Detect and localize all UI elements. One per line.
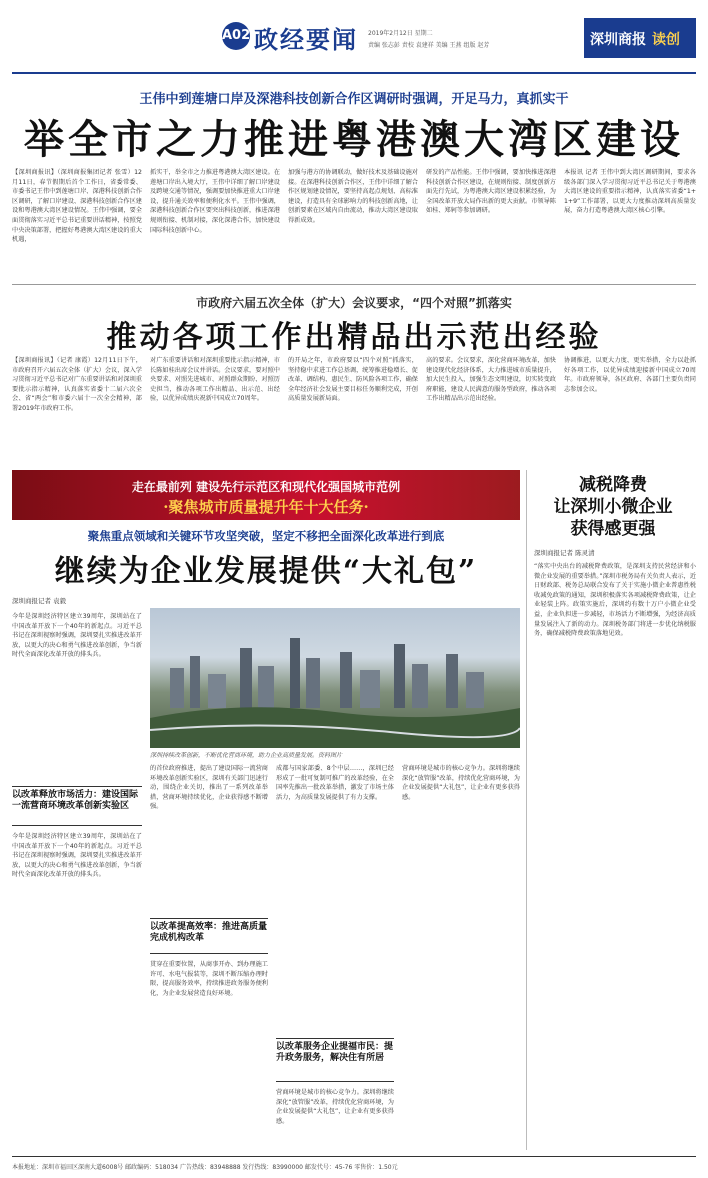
article1-headline: 举全市之力推进粤港澳大湾区建设 (24, 116, 684, 163)
article3-col: 贯穿在重要位置，从商事开办、到办理施工许可、水电气报装等，深圳不断压缩办理时限，提高服务效率，持续推进政务服务便利化，为企业发展营造良好环境。 (150, 961, 268, 997)
article1-body (12, 168, 696, 280)
article2-col: 的开局之年，市政府要以“四个对照”抓落实，坚持稳中求进工作总基调，统筹推进稳增长、促改革、调结构、惠民生、防风险各项工作，确保全年经济社会发展主要目标任务顺利完成，开创高质量发展新局面。 (288, 357, 418, 403)
article3-col: 的首位政府推进，提出了建设国际一流营商环境改革创新实验区，深圳有关部门迅速行动，围绕企业关切，推出了一系列改革举措，营商环境持续优化，企业获得感不断增强。 (150, 765, 268, 811)
article1-col: 抓实干，举全市之力推进粤港澳大湾区建设。在莲塘口岸出入境大厅，王伟中详细了解口岸建设及跨境交通等情况，强调要加快推进重大口岸建设，提升通关效率和便利化水平。王伟中强调，深港科技创新合作区要突出科技创新，推进深港规则衔接、机制对接，深化深港合作，加快建设国际科技创新中心。 (150, 169, 280, 234)
article3-col: 今年是深圳经济特区建立39周年，深圳站在了中国改革开放下一个40年的新起点。习近平总书记在深圳视察时强调，深圳要扎实推进改革开放，以更大的决心和勇气推进改革创新，争当新时代全面深化改革开放的排头兵。 (12, 833, 142, 879)
section-title: 政经要闻 (254, 25, 358, 54)
page-number-badge: A02 (222, 22, 250, 50)
banner-line1: 走在最前列 建设先行示范区和现代化强国城市范例 (131, 480, 401, 494)
footer-rule (12, 1156, 696, 1157)
article1-col: 本报讯 记者 王伟中到大湾区调研期间，要求各级各部门深入学习贯彻习近平总书记关于粤港澳大湾区建设的重要指示精神，认真落实省委“1+1+9”工作部署，以更大力度推动深圳高质量发展，奋力打造粤港澳大湾区核心引擎。 (564, 169, 696, 215)
masthead-divider (12, 72, 696, 74)
article1-kicker: 王伟中到莲塘口岸及深港科技创新合作区调研时强调，开足马力，真抓实干 (139, 92, 569, 107)
editor-line: 责编 张志彭 责校 袁建祥 美编 王燕 组版 赵芳 (368, 42, 490, 49)
article2-col: 高的要求。会议要求，深化营商环境改革，加快建设现代化经济体系，大力推进城市质量提升，加大民生投入，加强生态文明建设，切实转变政府职能，建设人民满意的服务型政府，推动各项工作出精品出示范出经验。 (426, 357, 556, 403)
issue-date: 2019年2月12日 星期二 (368, 30, 433, 37)
article3-col: 营商环境是城市的核心竞争力。深圳将继续深化“放管服”改革，持续优化营商环境，为企业发展提供“大礼包”，让企业有更多获得感。 (402, 765, 520, 801)
article3-byline: 深圳商报记者 袁毅 (12, 597, 67, 605)
sidebar-byline: 深圳商报记者 陈灵清 (534, 549, 595, 557)
article2-headline: 推动各项工作出精品出示范出经验 (106, 320, 602, 355)
article3-col: 营商环境是城市的核心竞争力。深圳将继续深化“放管服”改革，持续优化营商环境，为企业发展提供“大礼包”，让企业有更多获得感。 (276, 1089, 394, 1125)
sidebar-body: “落实中央出台的减税降费政策，是深圳支持民营经济和小微企业发展的重要举措。”深圳市税务局有关负责人表示，近日财政部、税务总局联合发布了关于实施小微企业普惠性税收减免政策的通知，深圳积极落实各项减税降费政策，让企业轻装上阵。政策实施后，深圳约有数十万户小微企业受益，企业负担进一步减轻，市场活力不断增强，为经济高质量发展注入了新的动力。深圳税务部门将进一步优化纳税服务，确保减税降费政策落地见效。 (534, 563, 696, 638)
article3-col: 今年是深圳经济特区建立39周年，深圳站在了中国改革开放下一个40年的新起点。习近平总书记在深圳视察时强调，深圳要扎实推进改革开放，以更大的决心和勇气推进改革创新，争当新时代全面深化改革开放的排头兵。 (12, 613, 142, 659)
article3-headline: 继续为企业发展提供“大礼包” (54, 554, 478, 589)
sidebar-headline-line: 让深圳小微企业 (553, 497, 673, 517)
skyline-graphic (150, 608, 520, 748)
article3-col: 成都与国家部委、8个中层……，深圳已经形成了一批可复制可推广的改革经验，在全国率先推出一批改革举措，激发了市场主体活力，为高质量发展提供了有力支撑。 (276, 765, 394, 801)
footer-info: 本报地址：深圳市福田区深南大道6008号 邮政编码：518034 广告热线：83948888 发行热线：83990000 邮发代号：45-76 零售价：1.50元 (12, 1164, 398, 1171)
article2-body (12, 356, 696, 464)
article1-col: 【深圳商报讯】（深圳商报集团记者 张雪）12月11日，春节假期后首个工作日，省委常委、市委书记王伟中到莲塘口岸、深港科技创新合作区调研，了解口岸建设、深港科技创新合作区建设和粤港澳大湾区建设情况。王伟中强调，要全面贯彻落实习近平总书记重要讲话精神，按照党中央决策部署，把握好粤港澳大湾区建设的重大机遇， (12, 169, 142, 244)
article2-col: 【深圳商报讯】（记者 康霞）12月11日下午，市政府召开六届五次全体（扩大）会议，深入学习贯彻习近平总书记对广东重要讲话和对深圳重要批示指示精神，认真落实省委十二届六次全会、省“两会”和市委六届十一次全会精神，部署2019年市政府工作。 (12, 357, 142, 412)
sidebar-headline-line: 减税降费 (579, 475, 647, 495)
sidebar-divider (526, 470, 527, 1150)
sidebar-headline-line: 获得感更强 (570, 519, 656, 539)
subhead-3: 以改革服务企业提福市民：提升政务服务，解决住有所居 (276, 1042, 394, 1063)
subhead-box-2 (150, 918, 268, 954)
city-photo (150, 608, 520, 748)
divider (12, 284, 696, 285)
article2-col: 协调推进，以更大力度、更实举措，全力以赴抓好各项工作，以优异成绩迎接新中国成立70周年。市政府领导，各区政府、各部门主要负责同志参加会议。 (564, 357, 696, 393)
brand-sub: 读创 (652, 32, 680, 48)
masthead (12, 8, 696, 72)
article1-col: 加强与港方的协调联动，做好技术及基础设施对接。在深港科技创新合作区，王伟中详细了解合作区规划建设情况，要坚持高起点规划、高标准建设，打造具有全球影响力的科技创新高地，让创新要素在区域内自由流动，推动大湾区建设取得新成效。 (288, 169, 418, 224)
article3-kicker: 聚焦重点领域和关键环节攻坚突破，坚定不移把全面深化改革进行到底 (87, 529, 445, 543)
subhead-1: 以改革释放市场活力：建设国际一流营商环境改革创新实验区 (12, 790, 139, 811)
banner-line2: ·聚焦城市质量提升年十大任务· (163, 498, 369, 516)
sidebar-headline (530, 474, 696, 540)
article1-col: 研发的产品性能。王伟中强调，要加快推进深港科技创新合作区建设，在规则衔接、制度创新方面先行先试，为粤港澳大湾区建设积累经验，为全国改革开放大局作出新的更大贡献。市领导陈如桂、郑轲等参加调研。 (426, 169, 556, 215)
article2-kicker: 市政府六届五次全体（扩大）会议要求，“四个对照”抓落实 (196, 296, 512, 310)
brand-name: 深圳商报 (590, 32, 646, 48)
subhead-box-3 (276, 1038, 394, 1082)
subhead-2: 以改革提高效率：推进高质量完成机构改革 (150, 922, 268, 943)
article2-col: 对广东重要讲话和对深圳重要批示指示精神，市长陈如桂出席会议并讲话。会议要求，要对照中央要求、对照先进城市、对照群众期盼、对照历史担当，推动各项工作出精品、出示范、出经验，以优异成绩庆祝新中国成立70周年。 (150, 357, 280, 403)
theme-banner (12, 470, 520, 520)
photo-caption: 深圳持续改革创新，不断优化营商环境，助力企业高质量发展。资料图片 (150, 752, 343, 759)
subhead-box-1 (12, 786, 142, 826)
brand-block (584, 18, 696, 58)
